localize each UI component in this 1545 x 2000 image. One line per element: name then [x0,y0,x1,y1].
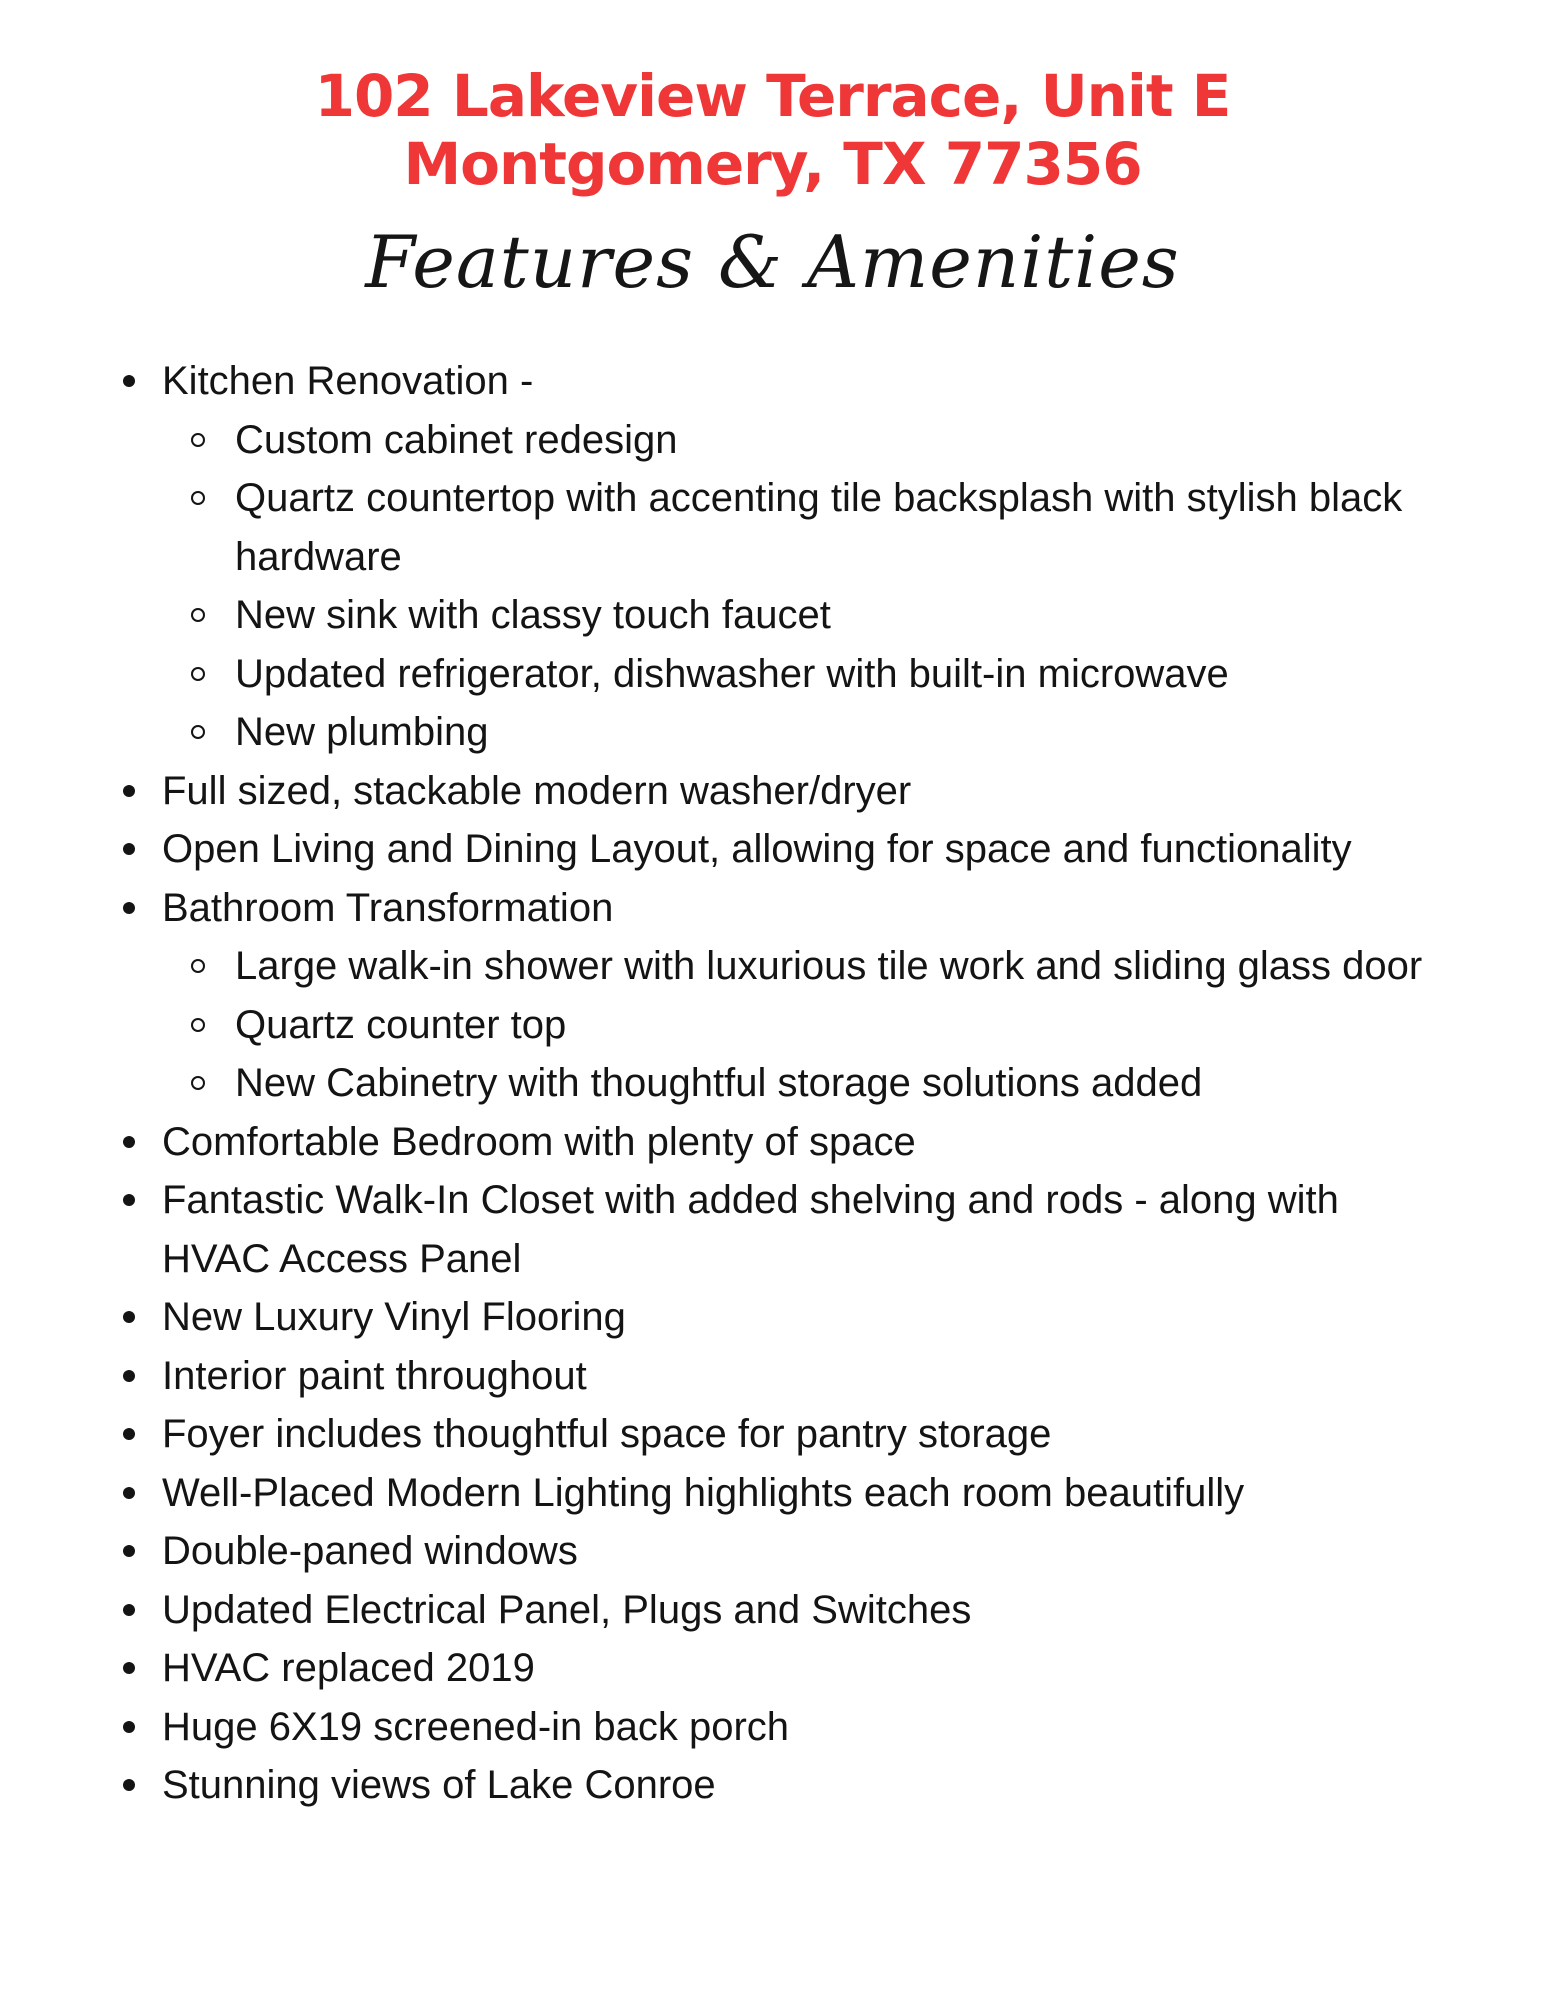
feature-label: Well-Placed Modern Lighting highlights each room beautifully [162,1470,1245,1515]
feature-subitem: Custom cabinet redesign [162,411,1450,470]
feature-label: New Luxury Vinyl Flooring [162,1295,626,1339]
feature-item [110,1698,1450,1757]
feature-subitem: Large walk-in shower with luxurious tile work and sliding glass door [162,937,1450,996]
feature-item [110,1288,1450,1347]
feature-label: Foyer includes thoughtful space for pantry storage [162,1412,1052,1456]
document-header [0,62,1545,312]
feature-item [110,1171,1450,1288]
feature-item [110,1756,1450,1815]
feature-item [110,1581,1450,1640]
feature-subitem: New sink with classy touch faucet [162,586,1450,645]
feature-subitem: New Cabinetry with thoughtful storage solutions added [162,1054,1450,1113]
feature-subitem: Updated refrigerator, dishwasher with built-in microwave [162,645,1450,704]
feature-label: Full sized, stackable modern washer/dryer [162,768,912,813]
feature-item [110,1113,1450,1172]
feature-item [110,1405,1450,1464]
feature-sublist [162,411,1450,762]
feature-item [110,352,1450,762]
feature-item [110,820,1450,879]
feature-subitem: New plumbing [162,703,1450,762]
feature-subitem: Quartz counter top [162,996,1450,1055]
feature-label: Fantastic Walk-In Closet with added shelving and rods - along with HVAC Access Panel [162,1178,1339,1281]
feature-label: Bathroom Transformation [162,885,614,930]
feature-label: HVAC replaced 2019 [162,1646,535,1690]
page-subtitle: Features & Amenities [365,220,1180,304]
features-list [110,352,1450,1815]
feature-sublist [162,937,1450,1113]
feature-item [110,1464,1450,1523]
feature-label: Kitchen Renovation - [162,359,534,403]
feature-item [110,1347,1450,1406]
feature-subitem: Quartz countertop with accenting tile backsplash with stylish black hardware [162,469,1450,586]
address-line-2: Montgomery, TX 77356 [403,130,1142,198]
feature-label: Comfortable Bedroom with plenty of space [162,1119,916,1164]
address-line-1: 102 Lakeview Terrace, Unit E [314,62,1231,130]
feature-item [110,879,1450,1113]
feature-item [110,762,1450,821]
feature-label: Huge 6X19 screened-in back porch [162,1704,790,1749]
feature-label: Open Living and Dining Layout, allowing for space and functionality [162,827,1352,871]
feature-label: Interior paint throughout [162,1353,587,1398]
feature-label: Double-paned windows [162,1529,578,1573]
feature-label: Stunning views of Lake Conroe [162,1763,716,1807]
feature-item [110,1639,1450,1698]
feature-item [110,1522,1450,1581]
feature-label: Updated Electrical Panel, Plugs and Switches [162,1587,972,1632]
